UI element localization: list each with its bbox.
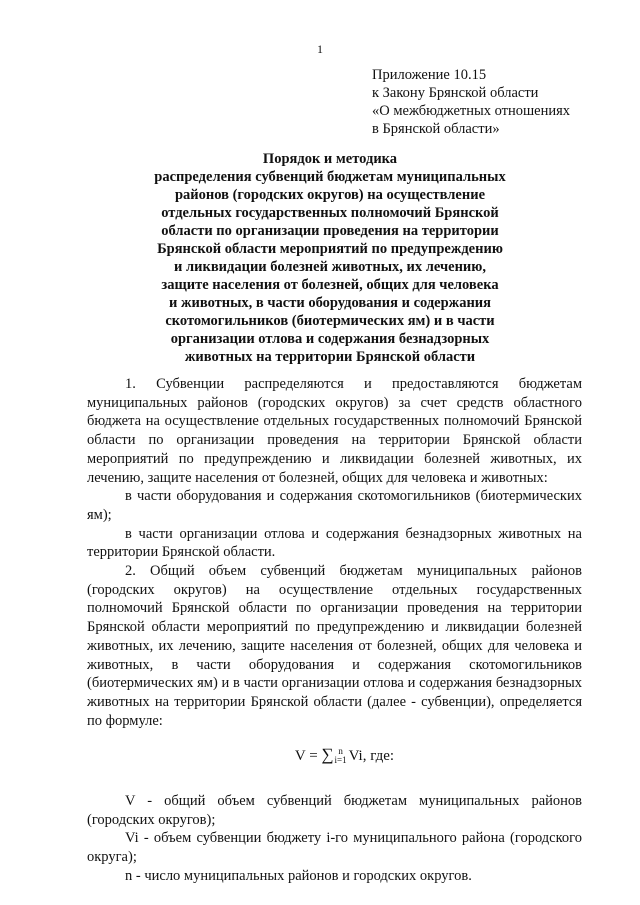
sum-limits — [335, 747, 347, 765]
title-line: и животных, в части оборудования и содержания — [168, 295, 491, 311]
title-line: скотомогильников (биотермических ям) и в части — [165, 313, 495, 329]
title-line: отдельных государственных полномочий Брянской — [161, 205, 499, 221]
appendix-line: к Закону Брянской области — [372, 85, 539, 101]
title-line: области по организации проведения на территории — [161, 223, 499, 239]
title-line: и ликвидации болезней животных, их лечению, — [174, 259, 486, 275]
title-line: Брянской области мероприятий по предупреждению — [157, 241, 503, 257]
formula-rhs: Vi, где: — [348, 748, 395, 765]
appendix-block — [372, 66, 570, 138]
title-line: распределения субвенций бюджетам муниципальных — [154, 169, 506, 185]
page-number: 1 — [317, 42, 323, 56]
paragraph-2: 2. Общий объем субвенций бюджетам муниципальных районов (городских округов) на осуществление отдельных государственных полномочий Брянской области по организации проведения на территории Брянской области мероприятий по предупреждению и ликвидации болезней животных, их лечению, защите населения от болезней, общих для человека и животных, в части оборудования и содержания скотомогильников (биотермических ям) и в части организации отлова и содержания безнадзорных животных на территории Брянской области (далее - субвенции), определяется по формуле: — [87, 563, 582, 729]
title-line: Порядок и методика — [262, 151, 398, 167]
sum-lower-limit: i=1 — [334, 754, 347, 765]
appendix-line: Приложение 10.15 — [372, 67, 487, 83]
paragraph-1b: в части организации отлова и содержания безнадзорных животных на территории Брянской области. — [87, 525, 582, 561]
paragraph-1a: в части оборудования и содержания скотомогильников (биотермических ям); — [87, 488, 582, 523]
document-title — [80, 150, 580, 366]
title-line: организации отлова и содержания безнадзорных — [170, 331, 490, 347]
definition-vi: Vi - объем субвенции бюджету i-го муниципального района (городского округа); — [87, 830, 582, 866]
definition-n: n - число муниципальных районов и городских округов. — [125, 867, 472, 884]
formula — [87, 746, 582, 766]
document-body — [87, 375, 582, 886]
title-line: защите населения от болезней, общих для человека — [161, 277, 499, 293]
definition-v: V - общий объем субвенций бюджетам муниципальных районов (городских округов); — [87, 793, 582, 828]
title-line: районов (городских округов) на осуществление — [174, 187, 486, 203]
sum-upper-limit: n — [338, 745, 343, 756]
title-line: животных на территории Брянской области — [184, 349, 476, 365]
appendix-line: «О межбюджетных отношениях — [372, 103, 571, 119]
paragraph-1: 1. Субвенции распределяются и предоставляются бюджетам муниципальных районов (городских округов) за счет средств областного бюджета на осуществление отдельных государственных полномочий Брянской области по организации проведения на территории Брянской области мероприятий по предупреждению и ликвидации болезней животных, их лечению, защите населения от болезней, общих для человека и животных: — [87, 376, 582, 486]
sum-symbol: ∑ — [321, 745, 334, 765]
appendix-line: в Брянской области» — [372, 121, 500, 137]
formula-lhs: V = — [294, 748, 322, 765]
